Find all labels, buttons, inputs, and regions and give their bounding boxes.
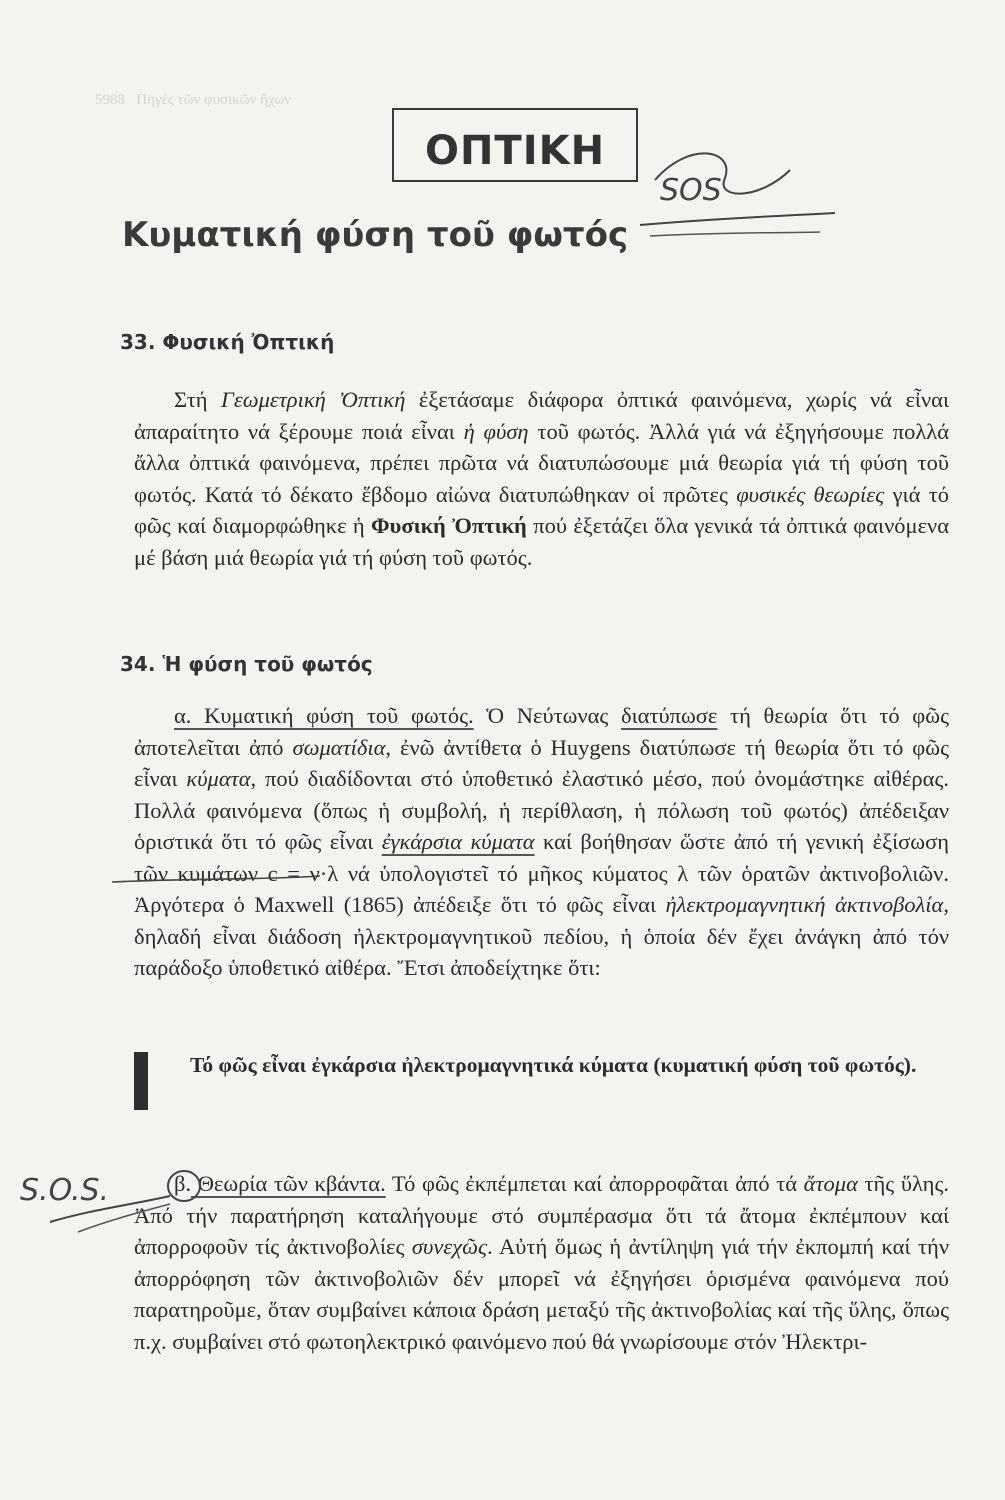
transverse-waves-underline — [112, 876, 320, 882]
text-run: , πού διαδίδονται στό ὑποθετικό ἐλαστικό μέσο, πού ὀνομάστηκε αἰθέρας. Πολλά φαινόμενα (ὅπως ἡ συμβολή, ἡ περίθλαση, ἡ πόλωση τοῦ φωτός) ἀπέδειξαν ὁριστικά ὅτι τό φῶς εἶναι — [134, 766, 949, 854]
header-underline-stroke-2 — [650, 232, 820, 236]
term-waves: κύματα — [186, 766, 251, 791]
text-run: , ἐνῶ ἀντίθετα ὁ Huygens διατύπωσε τή θεωρία ὅτι τό φῶς εἶναι — [134, 734, 949, 791]
subsection-a-label: α. Κυματική φύση τοῦ φωτός. — [174, 703, 474, 728]
text-run: τῆς ὕλης. Ἀπό τήν παρατήρηση καταλήγουμε στό συμπέρασμα ὅτι τά ἄτομα ἐκπέμπουν καί ἀπορροφοῦν τίς ἀκτινοβολίες — [134, 1171, 949, 1259]
term-nature: ἡ φύση — [463, 418, 529, 444]
term-continuously: συνεχῶς — [411, 1234, 488, 1259]
term-em-radiation: ἠλεκτρομαγνητική ἀκτινοβολία — [665, 892, 944, 917]
term-atoms: ἄτομα — [803, 1171, 858, 1196]
term-geometric-optics: Γεωμετρική Ὀπτική — [221, 387, 406, 412]
bleed-through-text: 5988 Πηγές τῶν φυσικῶν ἤχων — [95, 92, 291, 108]
term-transverse-waves: ἐγκάρσια κύματα — [381, 829, 535, 854]
key-statement: Τό φῶς εἶναι ἐγκάρσια ἠλεκτρομαγνητικά κύματα (κυματική φύση τοῦ φωτός). — [190, 1053, 917, 1077]
handwritten-sos-header: SOS — [660, 173, 722, 208]
circle-around-beta — [168, 1171, 200, 1201]
text-run: τή θεωρία ὅτι τό φῶς ἀποτελεῖται ἀπό — [134, 703, 949, 760]
subsection-b-label: Θεωρία τῶν κβάντα. — [191, 1171, 386, 1196]
text-run: Στή — [174, 387, 222, 412]
text-run: τοῦ φωτός. Ἀλλά γιά νά ἐξηγήσουμε πολλά ἄλλα ὀπτικά φαινόμενα, πρέπει πρῶτα νά διατυπώσουμε μιά θεωρία γιά τή φύση τοῦ φωτός. Κατά τό δέκατο ἕβδομο αἰώνα διατυπώθηκαν οἱ πρῶτες — [134, 418, 950, 507]
text-run: γιά τό φῶς καί διαμορφώθηκε ἡ — [134, 481, 949, 538]
section-34-heading: 34. Ἡ φύση τοῦ φωτός — [120, 652, 373, 676]
margin-underline-stroke-2 — [78, 1204, 170, 1232]
section-title: ΟΠΤΙΚΗ — [424, 128, 606, 174]
header-underline-stroke — [640, 213, 835, 225]
text-run: Ὁ Νεύτωνας — [473, 703, 621, 728]
text-run: καί βοήθησαν ὥστε ἀπό τή γενική ἐξίσωση τῶν κυμάτων c = ν·λ νά ὑπολογιστεῖ τό μῆκος κύματος λ τῶν ὁρατῶν ἀκτινοβολιῶν. Ἀργότερα ὁ Maxwell (1865) ἀπέδειξε ὅτι τό φῶς εἶναι — [134, 829, 949, 917]
section-33-heading: 33. Φυσική Ὀπτική — [120, 330, 335, 354]
subsection-b-letter: β. — [174, 1171, 192, 1196]
text-run: Τό φῶς ἐκπέμπεται καί ἀπορροφᾶται ἀπό τά — [385, 1171, 804, 1196]
term-physical-theories: φυσικές θεωρίες — [736, 481, 885, 507]
text-run: . Αὐτή ὅμως ἡ ἀντίληψη γιά τήν ἐκπομπή καί τήν ἀπορρόφηση τῶν ἀκτινοβολιῶν δέν μπορεῖ νά ἐξηγήσει ὁρισμένα φαινόμενα πού παρατηροῦμε, ὅταν συμβαίνει κάποια δράση μεταξύ τῆς ἀκτινοβολίας καί τῆς ὕλης, ὅπως π.χ. συμβαίνει στό φωτοηλεκτρικό φαινόμενο πού θά γνωρίσουμε στόν Ἠλεκτρι- — [134, 1234, 949, 1354]
term-physical-optics: Φυσική Ὀπτική — [371, 513, 527, 538]
term-particles: σωματίδια — [292, 734, 386, 760]
text-run: , δηλαδή εἶναι διάδοση ἠλεκτρομαγνητικοῦ πεδίου, ἡ ὁποία δέν ἔχει ἀνάγκη ἀπό τόν παράδοξο ὑποθετικό αἰθέρα. Ἔτσι ἀποδείχτηκε ὅτι: — [134, 892, 949, 980]
text-run: πού ἐξετάζει ὅλα γενικά τά ὀπτικά φαινόμενα μέ βάση μιά θεωρία γιά τή φύση τοῦ φωτός. — [134, 513, 949, 570]
handwritten-sos-margin: S.O.S. — [20, 1173, 110, 1208]
chapter-title: Κυματική φύση τοῦ φωτός — [122, 215, 629, 255]
text-run: ἐξετάσαμε διάφορα ὀπτικά φαινόμενα, χωρίς νά εἶναι ἀπαραίτητο νά ξέρουμε ποιά εἶναι — [134, 387, 949, 444]
text-run-underlined: διατύπωσε — [621, 703, 718, 728]
